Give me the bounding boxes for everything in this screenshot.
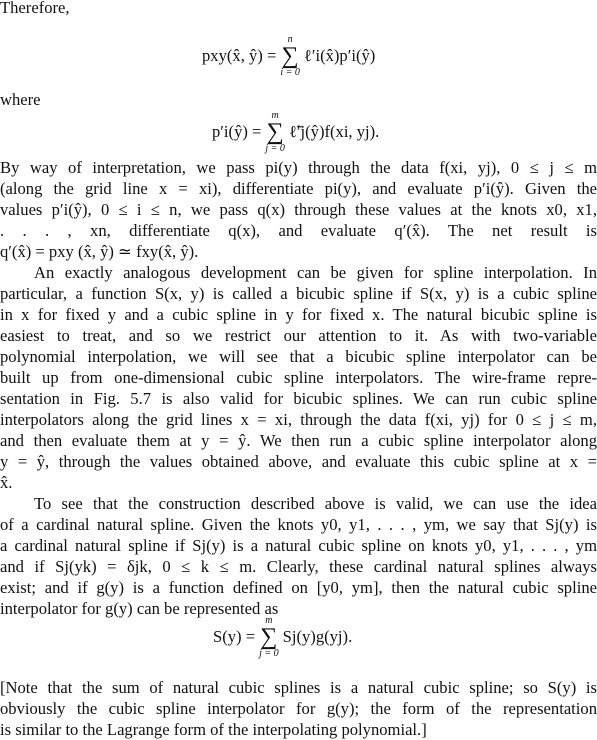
text-line: (along the grid line x = xi), differentiate pi(y), and evaluate p′i(ŷ). Given the — [0, 179, 597, 198]
summation-symbol: n ∑ i = 0 — [280, 34, 300, 78]
text-line: [Note that the sum of natural cubic splines is a natural cubic spline; so S(y) is — [0, 678, 597, 697]
text-line: particular, a function S(x, y) is called a bicubic spline if S(x, y) is a cubic spline — [0, 284, 597, 303]
text-line: of a cardinal natural spline. Given the knots y0, y1, . . . , ym, we say that Sj(y) is — [0, 515, 597, 534]
text-line: and then evaluate them at y = ŷ. We then run a cubic spline interpolator along — [0, 431, 597, 450]
text-line: exist; and if g(y) is a function defined on [y0, ym], then the natural cubic spline — [0, 578, 597, 597]
text-line: sentation in Fig. 5.7 is also valid for bicubic splines. We can run cubic spline — [0, 389, 597, 408]
equation-pi-prime — [212, 110, 379, 154]
sum-lower-limit: j = 0 — [265, 143, 285, 154]
text-line: x̂. — [0, 473, 13, 492]
equation-rhs: Sj(y)g(yj). — [282, 627, 353, 646]
text-line: polynomial interpolation, we will see that a bicubic spline interpolator can be — [0, 347, 597, 366]
text-line: interpolator for g(y) can be represented as — [0, 599, 279, 618]
equation-rhs: ℓ′i(x̂)p′i(ŷ) — [303, 46, 376, 65]
text-line: is similar to the Lagrange form of the interpolating polynomial.] — [0, 720, 427, 739]
text-line: where — [0, 90, 41, 109]
text-line: in x for fixed y and a cubic spline in y for fixed x. The natural bicubic spline is — [0, 305, 597, 324]
text-line: To see that the construction described above is valid, we can use the idea — [34, 494, 597, 513]
equation-lhs: pxy(x̂, ŷ) = — [202, 46, 277, 65]
text-line: and if Sj(yk) = δjk, 0 ≤ k ≤ m. Clearly, these cardinal natural splines always — [0, 557, 597, 576]
text-line: easiest to treat, and so we restrict our attention to it. As with two-variable — [0, 326, 597, 345]
text-line: Therefore, — [0, 0, 70, 17]
text-line: y = ŷ, through the values obtained above, and evaluate this cubic spline at x = — [0, 452, 597, 471]
text-line: An exactly analogous development can be given for spline interpolation. In — [34, 263, 597, 282]
text-line: q′(x̂) = pxy (x̂, ŷ) ≃ fxy(x̂, ŷ). — [0, 242, 199, 261]
text-line: . . . , xn, differentiate q(x), and evaluate q′(x̂). The net result is — [0, 221, 597, 240]
equation-pxy — [202, 34, 375, 78]
text-line: a cardinal natural spline if Sj(y) is a natural cubic spline on knots y0, y1, . . . , ym — [0, 536, 597, 555]
text-line: values p′i(ŷ), 0 ≤ i ≤ n, we pass q(x) through these values at the knots x0, x1, — [0, 200, 597, 219]
sum-upper-limit: m — [265, 615, 273, 626]
summation-symbol: m ∑ j = 0 — [259, 615, 279, 659]
sum-lower-limit: i = 0 — [280, 67, 300, 78]
text-line: interpolators along the grid lines x = xi, through the data f(xi, yj) for 0 ≤ j ≤ m, — [0, 410, 597, 429]
summation-symbol: m ∑ j = 0 — [265, 110, 285, 154]
equation-lhs: S(y) = — [213, 627, 256, 646]
text-line: By way of interpretation, we pass pi(y) through the data f(xi, yj), 0 ≤ j ≤ m — [0, 158, 597, 177]
sum-upper-limit: m — [271, 110, 279, 121]
sum-upper-limit: n — [287, 34, 293, 45]
equation-rhs: ℓ̃′j(ŷ)f(xi, yj). — [288, 122, 380, 141]
equation-lhs: p′i(ŷ) = — [212, 122, 262, 141]
equation-S — [213, 615, 352, 659]
sum-lower-limit: j = 0 — [259, 648, 279, 659]
text-line: obviously the cubic spline interpolator for g(y); the form of the representation — [0, 699, 597, 718]
text-line: built up from one-dimensional cubic spline interpolators. The wire-frame repre- — [0, 368, 597, 387]
